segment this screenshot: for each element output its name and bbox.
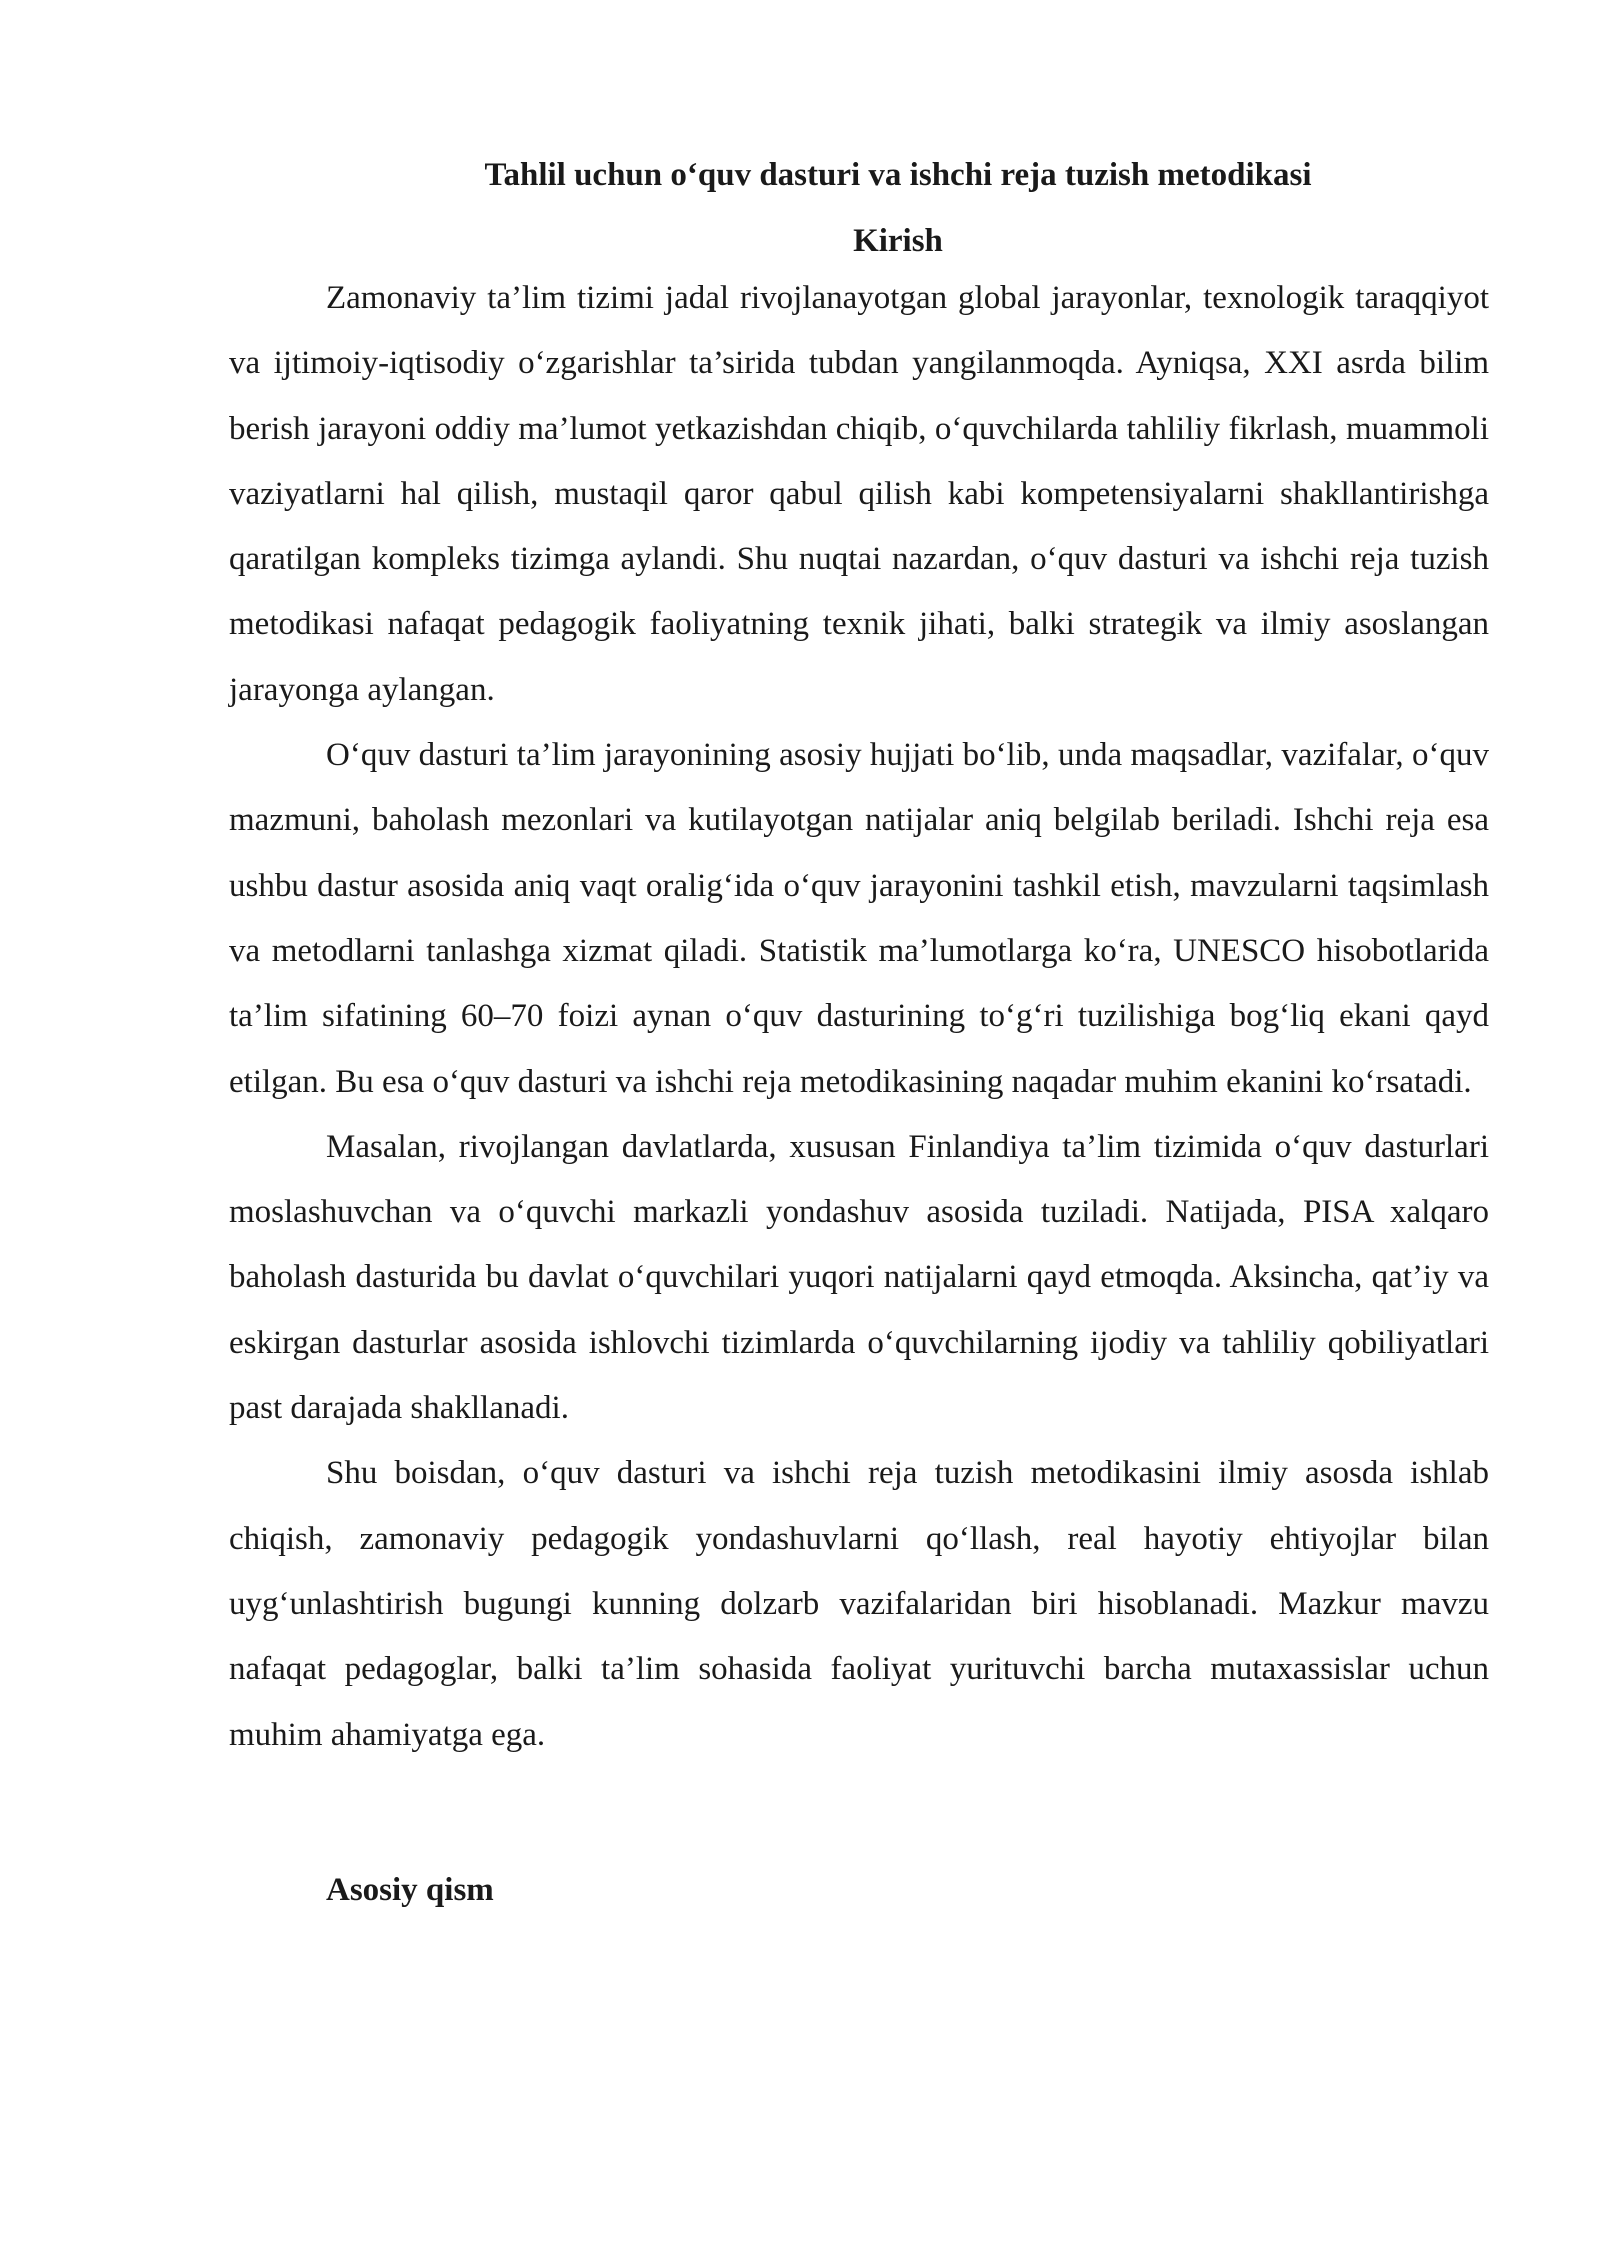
section-heading-main: Asosiy qism (326, 1871, 494, 1908)
body-paragraph-2: O‘quv dasturi ta’lim jarayonining asosiy hujjati bo‘lib, unda maqsadlar, vazifalar, o‘quv mazmuni, baholash mezonlari va kutilayotgan natijalar aniq belgilab beriladi. Ishchi reja esa ushbu dastur asosida aniq vaqt oralig‘ida o‘quv jarayonini tashkil etish, mavzularni taqsimlash va metodlarni tanlashga xizmat qiladi. Statistik ma’lumotlarga ko‘ra, UNESCO hisobotlarida ta’lim sifatining 60–70 foizi aynan o‘quv dasturining to‘g‘ri tuzilishiga bog‘liq ekani qayd etilgan. Bu esa o‘quv dasturi va ishchi reja metodikasining naqadar muhim ekanini ko‘rsatadi. (229, 737, 1489, 1100)
body-paragraph-4: Shu boisdan, o‘quv dasturi va ishchi reja tuzish metodikasini ilmiy asosda ishlab chiqish, zamonaviy pedagogik yondashuvlarni qo‘llash, real hayotiy ehtiyojlar bilan uyg‘unlashtirish bugungi kunning dolzarb vazifalaridan biri hisoblanadi. Mazkur mavzu nafaqat pedagoglar, balki ta’lim sohasida faoliyat yurituvchi barcha mutaxassislar uchun muhim ahamiyatga ega. (229, 1455, 1489, 1753)
section-heading-intro: Kirish (853, 223, 943, 259)
document-title: Tahlil uchun o‘quv dasturi va ishchi reja tuzish metodikasi (484, 157, 1312, 193)
body-paragraph-3: Masalan, rivojlangan davlatlarda, xususan Finlandiya ta’lim tizimida o‘quv dasturlari moslashuvchan va o‘quvchi markazli yondashuv asosida tuziladi. Natijada, PISA xalqaro baholash dasturida bu davlat o‘quvchilari yuqori natijalarni qayd etmoqda. Aksincha, qat’iy va eskirgan dasturlar asosida ishlovchi tizimlarda o‘quvchilarning ijodiy va tahliliy qobiliyatlari past darajada shakllanadi. (229, 1128, 1489, 1427)
body-paragraph-1: Zamonaviy ta’lim tizimi jadal rivojlanayotgan global jarayonlar, texnologik taraqqiyot va ijtimoiy-iqtisodiy o‘zgarishlar ta’sirida tubdan yangilanmoqda. Ayniqsa, XXI asrda bilim berish jarayoni oddiy ma’lumot yetkazishdan chiqib, o‘quvchilarda tahliliy fikrlash, muammoli vaziyatlarni hal qilish, mustaqil qaror qabul qilish kabi kompetensiyalarni shakllantirishga qaratilgan kompleks tizimga aylandi. Shu nuqtai nazardan, o‘quv dasturi va ishchi reja tuzish metodikasi nafaqat pedagogik faoliyatning texnik jihati, balki strategik va ilmiy asoslangan jarayonga aylangan. (229, 280, 1489, 708)
document-page (229, 150, 1489, 1915)
